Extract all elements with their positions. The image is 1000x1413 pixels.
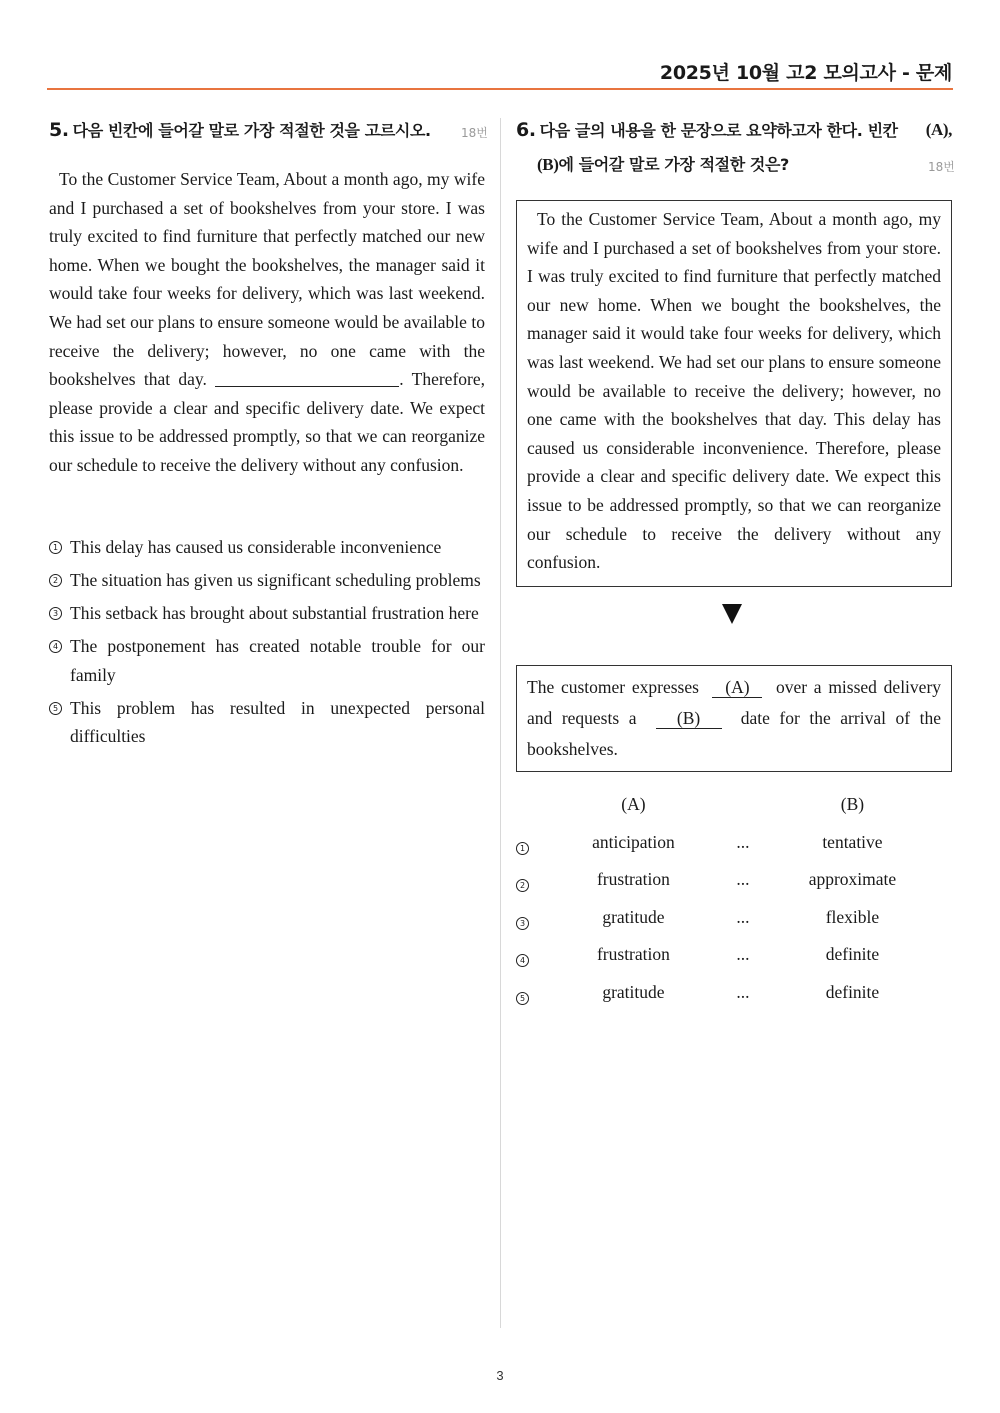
- option-b-word: flexible: [825, 906, 880, 927]
- option-a-word: gratitude: [602, 981, 665, 1002]
- option-number-cell: [512, 824, 534, 862]
- q5-option-2[interactable]: [49, 566, 485, 595]
- down-arrow-icon: [722, 604, 742, 624]
- summary-blank-b: (B): [656, 708, 722, 729]
- q6-option-2[interactable]: [512, 861, 952, 899]
- option-a-word: frustration: [596, 944, 670, 965]
- q6-meta: 18번: [928, 160, 955, 174]
- summary-part3: date for the arrival of the bookshelves.: [527, 708, 942, 759]
- option-b-word: definite: [825, 944, 880, 965]
- option-number-cell: [512, 974, 534, 1012]
- q5-passage: [49, 165, 485, 480]
- option-number-icon: 4: [516, 954, 529, 967]
- q5-option-text: This delay has caused us considerable inconvenience: [70, 537, 442, 557]
- option-a-word: frustration: [596, 869, 670, 890]
- option-a-word: anticipation: [592, 831, 675, 852]
- header-title: 2025년 10월 고2 모의고사 - 문제: [659, 62, 952, 84]
- option-b-word: tentative: [822, 831, 883, 852]
- q5-heading: [49, 113, 431, 148]
- page-number: 3: [496, 1368, 504, 1383]
- q6-heading-line2: [516, 148, 952, 182]
- q6-heading-line1: [516, 113, 952, 148]
- summary-blank-a: (A): [712, 677, 762, 698]
- blank-cell: [512, 786, 534, 824]
- summary-part1: The customer expresses: [527, 677, 699, 697]
- q5-option-4[interactable]: [49, 632, 485, 689]
- q5-options: [49, 533, 485, 755]
- column-header-a: (A): [621, 794, 646, 815]
- q6-answer-table: [512, 786, 952, 1011]
- column-header-b: (B): [840, 794, 865, 815]
- q5-option-3[interactable]: [49, 599, 485, 628]
- q6-option-5[interactable]: [512, 974, 952, 1012]
- q5-instruction: 다음 빈칸에 들어갈 말로 가장 적절한 것을 고르시오.: [72, 121, 431, 140]
- q5-option-text: The situation has given us significant scheduling problems: [70, 570, 481, 590]
- q5-meta: 18번: [461, 126, 488, 140]
- q6-summary: [517, 666, 951, 773]
- option-dots: ...: [736, 981, 750, 1002]
- column-divider: [500, 118, 501, 1328]
- q6-option-4[interactable]: [512, 936, 952, 974]
- option-number-icon: 3: [516, 917, 529, 930]
- option-number-icon: 2: [516, 879, 529, 892]
- q5-option-5[interactable]: [49, 694, 485, 751]
- q6-option-3[interactable]: [512, 899, 952, 937]
- option-number-icon: 5: [49, 702, 62, 715]
- q6-heading-left: [516, 113, 898, 148]
- q5-passage-before: To the Customer Service Team, About a month ago, my wife and I purchased a set of bookshelves from your store. I was truly excited to find furniture that perfectly matched our new home. When we bought the bookshelves, the manager said it would take four weeks for delivery, which was last weekend. We had set our plans to ensure someone would be available to receive the delivery; however, no one came with the bookshelves that day.: [49, 169, 485, 390]
- q6-instruction-line1: 다음 글의 내용을 한 문장으로 요약하고자 한다. 빈칸: [539, 121, 898, 140]
- q5-option-text: This problem has resulted in unexpected personal difficulties: [70, 697, 485, 746]
- q5-option-text: The postponement has created notable trouble for our family: [70, 636, 485, 685]
- summary-part2: over a missed delivery and requests a: [527, 677, 942, 728]
- q6-heading: [516, 113, 952, 182]
- q6-number: 6.: [516, 119, 536, 141]
- q5-option-text: This setback has brought about substantial frustration here: [70, 603, 479, 623]
- option-number-icon: 1: [516, 842, 529, 855]
- header-rule: [47, 88, 953, 90]
- q6-option-1[interactable]: [512, 824, 952, 862]
- column-spacer: [733, 786, 753, 824]
- option-number-cell: [512, 936, 534, 974]
- option-number-icon: 1: [49, 541, 62, 554]
- q5-number: 5.: [49, 119, 69, 141]
- q5-passage-after: . Therefore, please provide a clear and specific delivery date. We expect this issue to be addressed promptly, so that we can reorganize our schedule to receive the delivery without any confusion.: [49, 369, 485, 475]
- q6-passage-box: [516, 200, 952, 587]
- q6-label-a: (A),: [925, 120, 952, 139]
- option-number-cell: [512, 899, 534, 937]
- option-number-icon: 2: [49, 574, 62, 587]
- option-number-icon: 3: [49, 607, 62, 620]
- option-b-word: approximate: [808, 869, 897, 890]
- option-dots: ...: [736, 906, 750, 927]
- q6-instruction-line2: 에 들어갈 말로 가장 적절한 것은?: [558, 155, 789, 174]
- option-b-word: definite: [825, 981, 880, 1002]
- q6-label-b: (B): [537, 155, 559, 174]
- q6-summary-box: [516, 665, 952, 772]
- option-dots: ...: [736, 869, 750, 890]
- option-number-cell: [512, 861, 534, 899]
- q5-blank: [215, 370, 399, 387]
- q6-answer-header: [512, 786, 952, 824]
- option-dots: ...: [736, 831, 750, 852]
- q5-option-1[interactable]: [49, 533, 485, 562]
- option-number-icon: 4: [49, 640, 62, 653]
- option-a-word: gratitude: [602, 906, 665, 927]
- option-number-icon: 5: [516, 992, 529, 1005]
- option-dots: ...: [736, 944, 750, 965]
- q6-passage: To the Customer Service Team, About a month ago, my wife and I purchased a set of bookshelves from your store. I was truly excited to find furniture that perfectly matched our new home. When we bought the bookshelves, the manager said it would take four weeks for delivery, which was last weekend. We had set our plans to ensure someone would be available to receive the delivery; however, no one came with the bookshelves that day. This delay has caused us considerable inconvenience. Therefore, please provide a clear and specific delivery date. We expect this issue to be addressed promptly, so that we can reorganize our schedule to receive the delivery without any confusion.: [527, 209, 941, 573]
